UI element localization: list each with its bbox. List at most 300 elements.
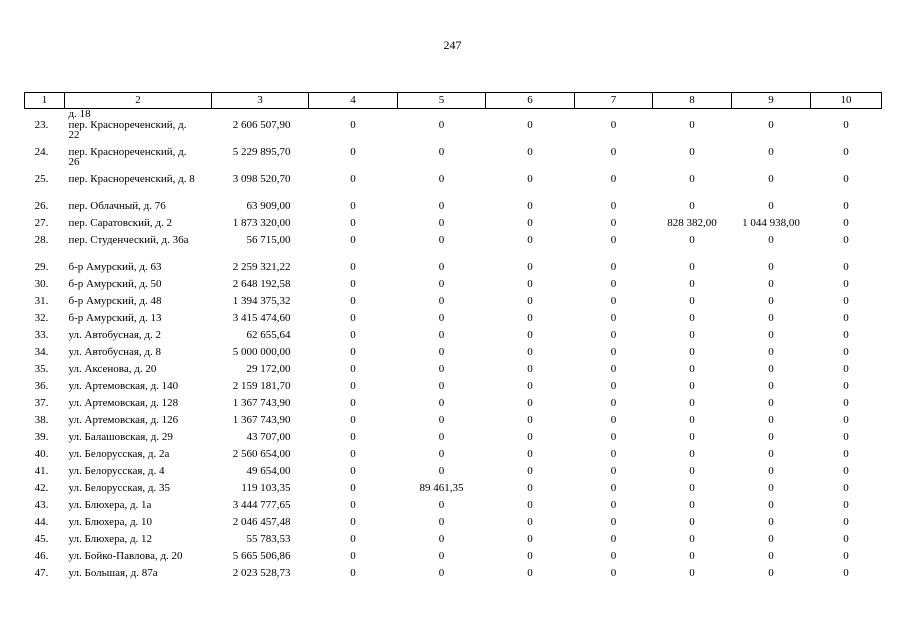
value-cell: 0 [350, 448, 356, 460]
address-text: ул. Артемовская, д. 140 [68, 380, 179, 392]
value-cell: 0 [527, 217, 533, 229]
column-header-8: 8 [653, 93, 732, 109]
value-cell: 0 [843, 482, 849, 494]
data-table [24, 92, 882, 585]
amount-cell: 2 606 507,90 [232, 119, 291, 131]
amount-cell: 3 098 520,70 [232, 173, 291, 185]
value-cell: 0 [438, 448, 445, 460]
address-text: ул. Блюхера, д. 1а [68, 499, 152, 511]
address-text: ул. Артемовская, д. 128 [68, 397, 179, 409]
row-number: 41. [34, 465, 49, 477]
row-number: 26. [34, 200, 49, 212]
value-cell: 0 [350, 217, 356, 229]
value-cell: 0 [843, 516, 849, 528]
amount-cell: 5 229 895,70 [232, 146, 291, 158]
address-cell [65, 517, 212, 534]
value-cell: 0 [610, 550, 617, 562]
value-cell: 1 044 938,00 [742, 217, 800, 229]
value-cell: 0 [438, 380, 445, 392]
table-row [25, 364, 882, 381]
address-cell [65, 201, 212, 218]
value-cell: 0 [689, 465, 695, 477]
table-row [25, 147, 882, 174]
row-number: 40. [34, 448, 49, 460]
amount-cell: 1 367 743,90 [232, 414, 291, 426]
value-cell: 0 [350, 482, 356, 494]
continuation-text: д. 18 [68, 108, 91, 120]
value-cell: 0 [768, 533, 774, 545]
value-cell: 0 [689, 173, 695, 185]
table-row [25, 432, 882, 449]
value-cell: 0 [527, 533, 533, 545]
value-cell: 0 [689, 567, 695, 579]
row-number: 29. [34, 261, 49, 273]
value-cell: 0 [768, 200, 774, 212]
value-cell: 0 [610, 234, 617, 246]
value-cell: 0 [350, 278, 356, 290]
column-header-9: 9 [732, 93, 811, 109]
value-cell: 0 [438, 146, 445, 158]
value-cell: 0 [768, 346, 774, 358]
value-cell: 0 [768, 567, 774, 579]
value-cell: 0 [350, 261, 356, 273]
table-row [25, 218, 882, 235]
value-cell: 0 [768, 414, 774, 426]
value-cell: 0 [768, 329, 774, 341]
value-cell: 0 [689, 516, 695, 528]
row-number: 45. [34, 533, 49, 545]
value-cell: 0 [689, 278, 695, 290]
value-cell: 0 [768, 261, 774, 273]
value-cell: 0 [843, 414, 849, 426]
address-text: ул. Аксенова, д. 20 [68, 363, 157, 375]
table-row [25, 330, 882, 347]
value-cell: 0 [438, 217, 445, 229]
table-row [25, 313, 882, 330]
row-number: 25. [34, 173, 49, 185]
row-number: 30. [34, 278, 49, 290]
address-text: пер. Облачный, д. 76 [68, 200, 166, 212]
value-cell: 0 [350, 329, 356, 341]
address-text: ул. Автобусная, д. 8 [68, 346, 162, 358]
value-cell: 0 [689, 119, 695, 131]
value-cell: 0 [438, 312, 445, 324]
value-cell: 0 [843, 550, 849, 562]
amount-cell: 119 103,35 [241, 482, 291, 494]
value-cell: 0 [843, 329, 849, 341]
row-number: 31. [34, 295, 49, 307]
address-cell [65, 483, 212, 500]
value-cell: 0 [527, 448, 533, 460]
value-cell: 0 [438, 533, 445, 545]
address-cell [65, 534, 212, 551]
value-cell: 0 [438, 234, 445, 246]
address-cell [65, 415, 212, 432]
address-cell [65, 120, 212, 147]
value-cell: 0 [610, 278, 617, 290]
value-cell: 0 [843, 200, 849, 212]
value-cell: 0 [689, 448, 695, 460]
table-row [25, 347, 882, 364]
address-text: ул. Большая, д. 87а [68, 567, 158, 579]
value-cell: 0 [689, 329, 695, 341]
column-header-3: 3 [212, 93, 309, 109]
value-cell: 0 [350, 346, 356, 358]
value-cell: 0 [527, 146, 533, 158]
row-number: 44. [34, 516, 49, 528]
amount-cell: 5 000 000,00 [232, 346, 291, 358]
value-cell: 0 [768, 397, 774, 409]
column-header-4: 4 [309, 93, 398, 109]
row-number: 46. [34, 550, 49, 562]
value-cell: 0 [438, 567, 445, 579]
value-cell: 0 [843, 363, 849, 375]
value-cell: 0 [843, 295, 849, 307]
table-row [25, 449, 882, 466]
value-cell: 0 [527, 482, 533, 494]
amount-cell: 2 023 528,73 [232, 567, 291, 579]
address-text: ул. Артемовская, д. 126 [68, 414, 179, 426]
value-cell: 0 [610, 363, 617, 375]
value-cell: 0 [350, 465, 356, 477]
value-cell: 0 [350, 567, 356, 579]
table-row [25, 398, 882, 415]
row-number: 33. [34, 329, 49, 341]
address-cell [65, 313, 212, 330]
address-text: ул. Белорусская, д. 2а [68, 448, 170, 460]
value-cell: 0 [768, 482, 774, 494]
table-header [25, 93, 882, 109]
table-row [25, 415, 882, 432]
value-cell: 828 382,00 [667, 217, 717, 229]
value-cell: 0 [438, 261, 445, 273]
value-cell: 0 [610, 516, 617, 528]
value-cell: 0 [768, 550, 774, 562]
value-cell: 0 [610, 119, 617, 131]
table-row [25, 466, 882, 483]
row-number: 39. [34, 431, 49, 443]
value-cell: 0 [768, 448, 774, 460]
value-cell: 0 [689, 414, 695, 426]
address-cell [65, 279, 212, 296]
value-cell: 0 [527, 567, 533, 579]
value-cell: 0 [350, 119, 356, 131]
value-cell: 0 [527, 499, 533, 511]
value-cell: 0 [768, 146, 774, 158]
address-text: ул. Белорусская, д. 4 [68, 465, 165, 477]
value-cell: 0 [843, 278, 849, 290]
value-cell: 0 [689, 431, 695, 443]
address-text: ул. Балашовская, д. 29 [68, 431, 173, 443]
row-number: 34. [34, 346, 49, 358]
address-cell [65, 551, 212, 568]
value-cell: 0 [610, 414, 617, 426]
table-row [25, 296, 882, 313]
column-header-2: 2 [65, 93, 212, 109]
address-cell [65, 398, 212, 415]
value-cell: 0 [610, 329, 617, 341]
value-cell: 0 [689, 533, 695, 545]
value-cell: 0 [527, 346, 533, 358]
value-cell: 0 [610, 380, 617, 392]
address-cell [65, 296, 212, 313]
amount-cell: 29 172,00 [246, 363, 291, 375]
value-cell: 0 [610, 200, 617, 212]
amount-cell: 5 665 506,86 [232, 550, 291, 562]
value-cell: 0 [610, 567, 617, 579]
address-text: б-р Амурский, д. 48 [68, 295, 162, 307]
address-cell [65, 466, 212, 483]
value-cell: 0 [768, 278, 774, 290]
amount-cell: 56 715,00 [246, 234, 291, 246]
address-text: б-р Амурский, д. 13 [68, 312, 162, 324]
value-cell: 0 [843, 312, 849, 324]
column-header-6: 6 [486, 93, 575, 109]
amount-cell: 55 783,53 [246, 533, 291, 545]
row-number: 47. [34, 567, 49, 579]
row-number: 35. [34, 363, 49, 375]
value-cell: 0 [689, 146, 695, 158]
table-row [25, 500, 882, 517]
value-cell: 0 [689, 295, 695, 307]
address-cell [65, 500, 212, 517]
amount-cell: 2 259 321,22 [232, 261, 291, 273]
row-number: 27. [34, 217, 49, 229]
value-cell: 0 [438, 465, 445, 477]
table-row [25, 120, 882, 147]
value-cell: 0 [527, 234, 533, 246]
value-cell: 0 [527, 465, 533, 477]
value-cell: 0 [768, 363, 774, 375]
value-cell: 0 [610, 465, 617, 477]
value-cell: 0 [350, 516, 356, 528]
address-cell [65, 262, 212, 279]
value-cell: 0 [689, 312, 695, 324]
value-cell: 0 [843, 567, 849, 579]
address-cell [65, 235, 212, 262]
address-cell [65, 174, 212, 201]
value-cell: 0 [689, 261, 695, 273]
value-cell: 0 [768, 295, 774, 307]
row-number: 23. [34, 119, 49, 131]
address-cell [65, 381, 212, 398]
value-cell: 0 [768, 380, 774, 392]
value-cell: 0 [768, 312, 774, 324]
value-cell: 0 [350, 414, 356, 426]
value-cell: 0 [438, 173, 445, 185]
value-cell: 0 [843, 234, 849, 246]
value-cell: 0 [527, 397, 533, 409]
value-cell: 0 [527, 278, 533, 290]
value-cell: 0 [438, 516, 445, 528]
address-text: ул. Бойко-Павлова, д. 20 [68, 550, 183, 562]
value-cell: 0 [350, 533, 356, 545]
value-cell: 0 [768, 516, 774, 528]
value-cell: 0 [438, 329, 445, 341]
value-cell: 0 [527, 414, 533, 426]
table-row [25, 517, 882, 534]
value-cell: 0 [438, 414, 445, 426]
address-text: ул. Автобусная, д. 2 [68, 329, 162, 341]
value-cell: 0 [350, 312, 356, 324]
amount-cell: 1 873 320,00 [232, 217, 291, 229]
address-text: пер. Красноречeнский, д. 26 [68, 146, 187, 168]
value-cell: 0 [768, 431, 774, 443]
row-number: 32. [34, 312, 49, 324]
amount-cell: 63 909,00 [246, 200, 291, 212]
amount-cell: 2 648 192,58 [232, 278, 291, 290]
value-cell: 0 [527, 516, 533, 528]
value-cell: 0 [768, 234, 774, 246]
value-cell: 0 [527, 312, 533, 324]
value-cell: 0 [350, 234, 356, 246]
value-cell: 0 [438, 499, 445, 511]
amount-cell: 1 367 743,90 [232, 397, 291, 409]
table-row [25, 381, 882, 398]
address-cell [65, 330, 212, 347]
table-body [25, 109, 882, 586]
value-cell: 0 [843, 533, 849, 545]
address-cell [65, 218, 212, 235]
value-cell: 0 [350, 397, 356, 409]
value-cell: 0 [350, 550, 356, 562]
amount-cell: 3 415 474,60 [232, 312, 291, 324]
value-cell: 0 [350, 499, 356, 511]
value-cell: 0 [610, 482, 617, 494]
column-header-10: 10 [811, 93, 882, 109]
row-number: 43. [34, 499, 49, 511]
value-cell: 0 [843, 397, 849, 409]
value-cell: 0 [843, 119, 849, 131]
row-number: 28. [34, 234, 49, 246]
value-cell: 0 [689, 482, 695, 494]
header-row [25, 93, 882, 109]
value-cell: 0 [438, 200, 445, 212]
value-cell: 0 [610, 346, 617, 358]
address-cell [65, 568, 212, 585]
value-cell: 0 [843, 173, 849, 185]
value-cell: 0 [438, 431, 445, 443]
table-row [25, 534, 882, 551]
value-cell: 0 [527, 173, 533, 185]
address-text: пер. Саратовский, д. 2 [68, 217, 172, 229]
value-cell: 0 [689, 346, 695, 358]
value-cell: 0 [350, 295, 356, 307]
address-text: пер. Красноречeнский, д. 8 [68, 173, 195, 185]
value-cell: 0 [689, 550, 695, 562]
row-number: 42. [34, 482, 49, 494]
value-cell: 0 [768, 499, 774, 511]
value-cell: 0 [527, 380, 533, 392]
value-cell: 0 [768, 173, 774, 185]
address-cell [65, 432, 212, 449]
value-cell: 0 [438, 397, 445, 409]
row-number: 37. [34, 397, 49, 409]
address-text: ул. Блюхера, д. 10 [68, 516, 153, 528]
address-cell [65, 364, 212, 381]
value-cell: 0 [527, 119, 533, 131]
value-cell: 0 [689, 499, 695, 511]
value-cell: 0 [527, 261, 533, 273]
page-number: 247 [443, 38, 462, 52]
address-text: ул. Блюхера, д. 12 [68, 533, 153, 545]
value-cell: 0 [527, 431, 533, 443]
value-cell: 0 [438, 119, 445, 131]
value-cell: 0 [438, 295, 445, 307]
row-number: 24. [34, 146, 49, 158]
row-number: 38. [34, 414, 49, 426]
value-cell: 0 [438, 550, 445, 562]
address-text: пер. Красноречeнский, д. 22 [68, 119, 187, 141]
value-cell: 0 [843, 261, 849, 273]
address-text: б-р Амурский, д. 50 [68, 278, 162, 290]
value-cell: 0 [610, 397, 617, 409]
table-row [25, 235, 882, 262]
amount-cell: 2 560 654,00 [232, 448, 291, 460]
value-cell: 0 [527, 295, 533, 307]
value-cell: 0 [610, 173, 617, 185]
value-cell: 0 [527, 329, 533, 341]
address-cell [65, 449, 212, 466]
value-cell: 0 [350, 363, 356, 375]
table-row [25, 551, 882, 568]
table-row [25, 483, 882, 500]
value-cell: 0 [610, 499, 617, 511]
value-cell: 0 [843, 380, 849, 392]
value-cell: 0 [689, 200, 695, 212]
value-cell: 0 [350, 380, 356, 392]
address-text: б-р Амурский, д. 63 [68, 261, 162, 273]
value-cell: 0 [610, 533, 617, 545]
value-cell: 0 [610, 146, 617, 158]
value-cell: 0 [350, 431, 356, 443]
value-cell: 0 [843, 146, 849, 158]
amount-cell: 49 654,00 [246, 465, 291, 477]
address-text: ул. Белорусская, д. 35 [68, 482, 171, 494]
table-row [25, 174, 882, 201]
value-cell: 0 [527, 363, 533, 375]
value-cell: 89 461,35 [419, 482, 464, 494]
value-cell: 0 [350, 173, 356, 185]
value-cell: 0 [768, 119, 774, 131]
amount-cell: 43 707,00 [246, 431, 291, 443]
amount-cell: 3 444 777,65 [232, 499, 291, 511]
column-header-1: 1 [25, 93, 65, 109]
value-cell: 0 [843, 499, 849, 511]
value-cell: 0 [610, 261, 617, 273]
value-cell: 0 [610, 448, 617, 460]
value-cell: 0 [610, 431, 617, 443]
value-cell: 0 [689, 380, 695, 392]
value-cell: 0 [438, 363, 445, 375]
table-row [25, 262, 882, 279]
value-cell: 0 [610, 217, 617, 229]
amount-cell: 62 655,64 [246, 329, 291, 341]
row-number: 36. [34, 380, 49, 392]
value-cell: 0 [527, 200, 533, 212]
value-cell: 0 [843, 346, 849, 358]
value-cell: 0 [350, 146, 356, 158]
address-cell [65, 147, 212, 174]
amount-cell: 2 159 181,70 [232, 380, 291, 392]
table-row [25, 279, 882, 296]
column-header-5: 5 [398, 93, 486, 109]
value-cell: 0 [768, 465, 774, 477]
value-cell: 0 [843, 431, 849, 443]
value-cell: 0 [689, 234, 695, 246]
table-row [25, 201, 882, 218]
table-row [25, 568, 882, 585]
